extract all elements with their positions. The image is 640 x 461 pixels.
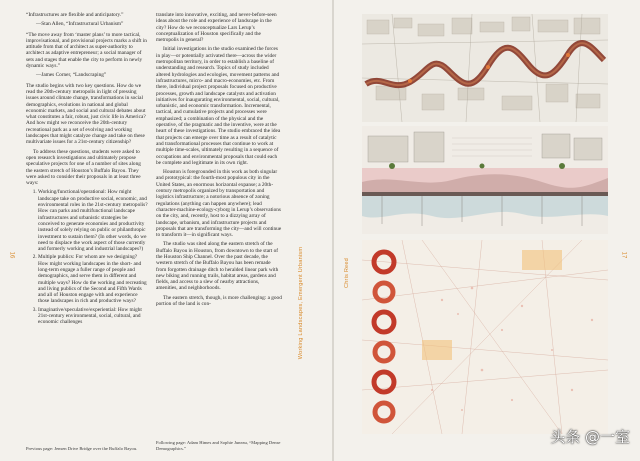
list-item: 2. Multiple publics: For whom are we designing? How might working landscapes in the short- and long-term engage a fuller range of people and demographics, and serve them in different and multiple ways? How do the working and recreating and living publics of the Second and Fifth Wards and all of Houston engage with and experience those landscapes in rich and productive ways? [38,254,148,304]
epigraph-1-attribution: —Stan Allen, “Infrastructural Urbanism” [36,21,124,28]
epigraph-2-attribution: —James Corner, “Landscraping” [36,72,107,79]
body-paragraph: translate into innovative, exciting, and never-before-seen ideas about the role and experience of landscape in the city? How do we reconceptualize Lars Lerup’s conceptualization of Houston specifically and the metropolis in general? [156,12,277,44]
following-page-caption: Following page: Adam Himes and Sophie Juneau, “Mapping Dense Demographics.” [156,440,281,451]
book-gutter [332,0,334,461]
previous-page-caption: Previous page: Jensen Drive Bridge over the Buffalo Bayou. [26,446,138,451]
epigraph-2: “The move away from ‘master plans’ to more tactical, improvisational, and provisional projects marks a shift in attitude from that of architect as super-authority to architect as adaptive entrepreneur; a social manager of sets and stages that enable the city to perform in newly dynamic ways.” [26,31,147,70]
river-aerial-drawing [362,14,608,122]
body-paragraph: The eastern stretch, though, is more challenging: a good portion of the land is con- [156,294,282,308]
watermark: 头条 @一室 [550,428,630,446]
list-item: 1. Working/functional/operational: How might landscape take on productive social, economic, and environmental roles in the 21st-century metropolis? How can parks and multifunctional landscape infrastructures and urbanistic strategies be conceived to generate economies and productivity instead of solely relying on public or philanthropic investment to sustain them? (In other words, do we need to displace the work aspect of those currently and formerly working and industrial landscapes?) [38,189,148,252]
list-item: 3. Imaginative/speculative/experiential: How might 21st-century environmental, social, cultural, and economic challenges [38,307,148,326]
right-page-number: 17 [620,251,627,259]
demographics-map [362,240,608,434]
middle-text-column [156,12,282,310]
body-paragraph: To address these questions, students were asked to open research investigations and ultimately propose speculative projects for one of a number of sites along the eastern stretch of Houston’s Buffalo Bayou. They were asked to consider their proposals in at least three ways: [26,148,141,187]
body-paragraph: Initial investigations in the studio examined the forces in play—or potentially activated there—across the wider metropolitan territory, in order to establish a baseline of understanding and research. Topics of study included altered hydrologies and ecologies, movement patterns and infrastructures, micro- and macro-economies, etc. From there, individual project proposals focused on productive processes, growth and landscape catalysts and activation initiatives for inaugurating environmental, social, cultural, urbanistic, and economic transformation. Incremental, tactical, and cumulative projects and processes were emphasized; a combination of the physical and the operative, of the pragmatic and the inventive, were at the heart of these investigations. The studio embraced the idea that projects can emerge over time as a result of catalytic and transformational processes that continue to work at multiple time-scales, ultimately resulting in a sequence of occupations and environmental proposals that could each be complete and legitimate in its own right. [156,46,281,166]
running-head: Working Landscapes, Emergent Urbanism [298,246,305,360]
numbered-list [26,189,148,325]
author-name: Chris Reed [343,258,350,288]
body-paragraph: The studio was sited along the eastern stretch of the Buffalo Bayou in Houston, from downtown to the start of the Houston Ship Channel. Over the past decade, the western stretch of the Buffalo Bayou has been remade from forgotten drainage ditch to heralded linear park with new biking and running trails, habitat areas, gardens and fields, and access to a slew of nearby attractions, amenities, and neighborhoods. [156,241,279,292]
body-paragraph: The studio begins with two key questions. How do we read the 20th-century metropolis in light of pressing issues around climate change, transformations in social demographics, evolutions in national and global economic markets, and social and cultural debates about what constitutes a fair, robust, just civic life in America? And how might we reconceive the 20th-century recreational park as a set of evolving and working landscapes that might catalyze change and take on these multivariate issues for a 21st-century citizenship? [26,82,146,146]
left-text-column [26,12,148,329]
epigraph-1: “Infrastructures are flexible and anticipatory.” [26,12,124,18]
landscape-section-drawing [362,126,608,234]
left-page-number: 16 [8,251,15,259]
body-paragraph: Houston is foregrounded in this work as both singular and prototypical: the fourth-most populous city in the United States, an enormous horizontal expanse; a 20th-century metropolis organized by transportation and logistics infrastructure; a notorious absence of zoning regulations (anything can happen anywhere); lead character-machine-ecology-cyborg in Lerup’s observations on the city, and, recently, host to a dizzying array of landscape, urbanism, and infrastructure projects and proposals that are transforming the city—and will continue to transform it—in significant ways. [156,169,282,239]
